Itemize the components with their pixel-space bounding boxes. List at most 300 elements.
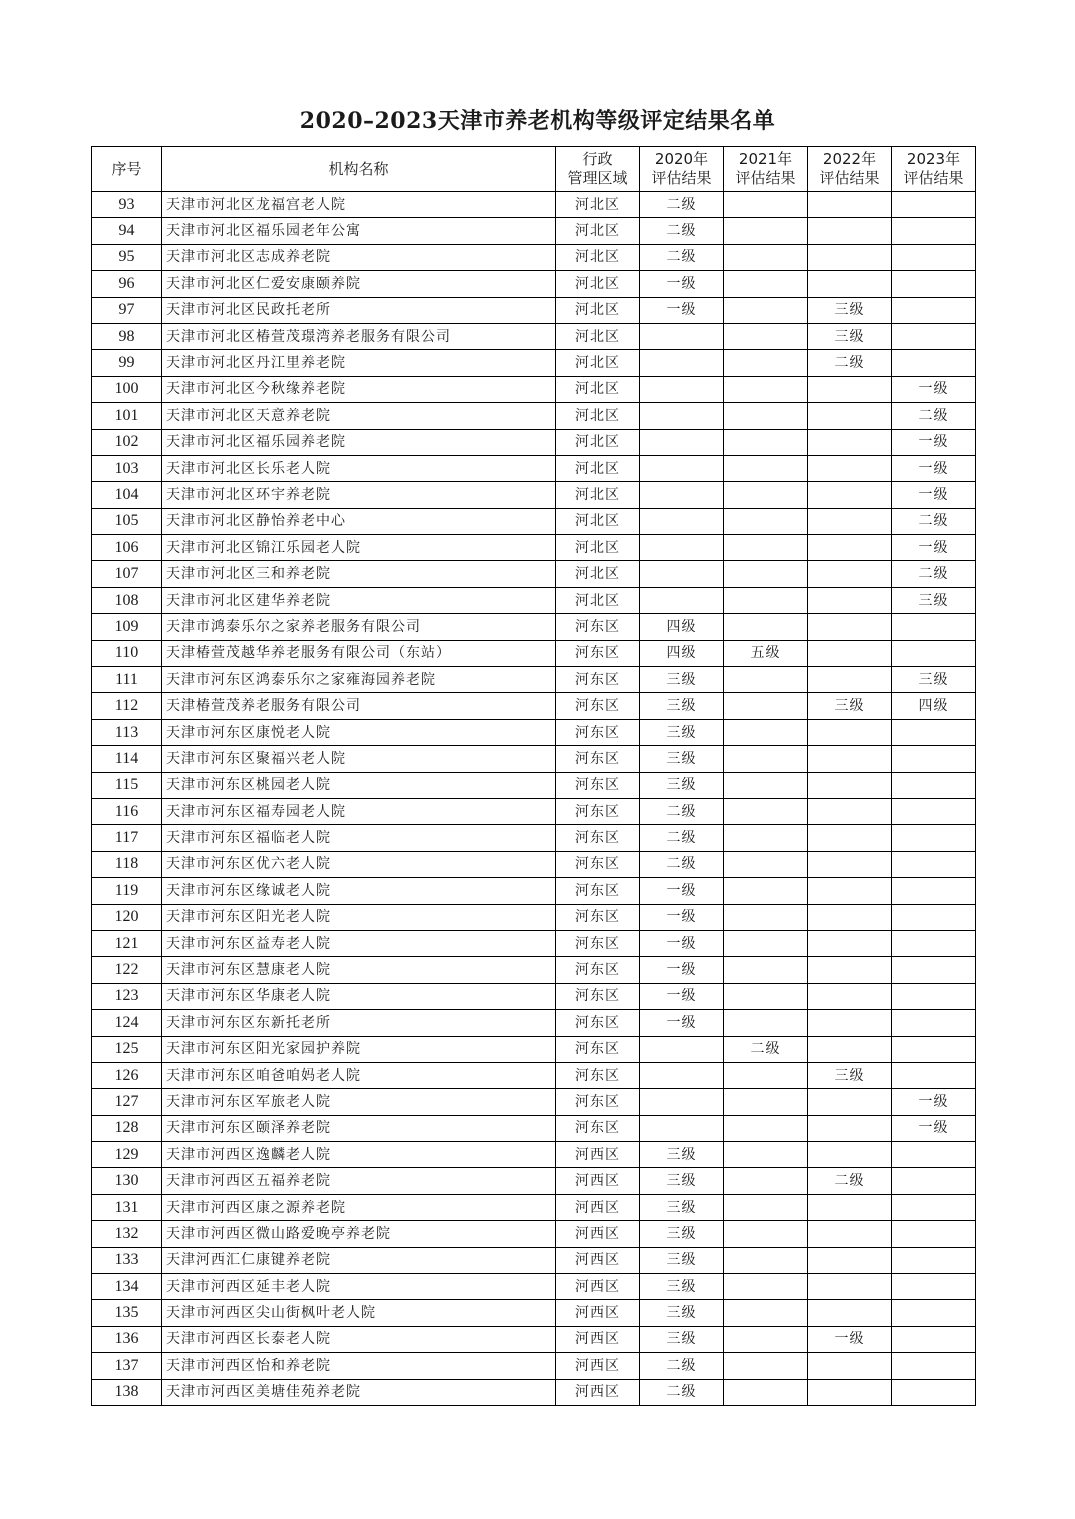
cell-seq: 124 [92,1010,162,1036]
cell-result-2023 [892,1247,976,1273]
cell-result-2020: 二级 [640,1379,724,1405]
cell-seq: 113 [92,719,162,745]
cell-result-2022 [808,218,892,244]
cell-result-2022 [808,535,892,561]
cell-result-2023 [892,350,976,376]
cell-result-2021 [724,508,808,534]
cell-result-2022 [808,429,892,455]
cell-result-2020: 一级 [640,297,724,323]
cell-seq: 123 [92,983,162,1009]
cell-district: 河北区 [556,271,640,297]
cell-result-2022 [808,455,892,481]
cell-institution-name: 天津市河西区尖山街枫叶老人院 [162,1300,556,1326]
cell-result-2022 [808,772,892,798]
cell-institution-name: 天津市河东区咱爸咱妈老人院 [162,1062,556,1088]
cell-district: 河东区 [556,851,640,877]
table-body [92,192,976,1406]
cell-result-2023 [892,192,976,218]
cell-result-2021 [724,614,808,640]
cell-seq: 133 [92,1247,162,1273]
cell-seq: 137 [92,1353,162,1379]
cell-institution-name: 天津市河北区今秋缘养老院 [162,376,556,402]
table-row [92,1010,976,1036]
cell-result-2020: 二级 [640,218,724,244]
cell-result-2023 [892,1142,976,1168]
cell-seq: 96 [92,271,162,297]
cell-seq: 117 [92,825,162,851]
cell-institution-name: 天津市河东区桃园老人院 [162,772,556,798]
header-2021 [724,147,808,192]
cell-district: 河东区 [556,640,640,666]
cell-result-2022 [808,667,892,693]
cell-result-2022 [808,1300,892,1326]
table-row [92,930,976,956]
cell-institution-name: 天津市河东区益寿老人院 [162,930,556,956]
cell-result-2022: 一级 [808,1326,892,1352]
cell-result-2021 [724,429,808,455]
table-row [92,878,976,904]
cell-result-2023: 一级 [892,535,976,561]
cell-result-2020: 三级 [640,693,724,719]
table-row [92,455,976,481]
cell-institution-name: 天津市河北区椿萱茂璟湾养老服务有限公司 [162,323,556,349]
cell-seq: 95 [92,244,162,270]
cell-result-2023 [892,614,976,640]
table-row [92,772,976,798]
cell-result-2021 [724,455,808,481]
cell-result-2021 [724,983,808,1009]
table-row [92,508,976,534]
cell-district: 河东区 [556,930,640,956]
cell-institution-name: 天津市河西区康之源养老院 [162,1194,556,1220]
cell-result-2023 [892,798,976,824]
cell-institution-name: 天津市河北区丹江里养老院 [162,350,556,376]
cell-result-2021 [724,1142,808,1168]
cell-result-2023 [892,930,976,956]
cell-seq: 135 [92,1300,162,1326]
cell-result-2022 [808,1115,892,1141]
cell-institution-name: 天津市河东区康悦老人院 [162,719,556,745]
cell-result-2020 [640,587,724,613]
cell-result-2022 [808,1194,892,1220]
table-row [92,1062,976,1088]
cell-result-2021 [724,244,808,270]
cell-institution-name: 天津市河北区静怡养老中心 [162,508,556,534]
cell-district: 河东区 [556,1036,640,1062]
table-row [92,376,976,402]
cell-institution-name: 天津市河西区怡和养老院 [162,1353,556,1379]
cell-district: 河东区 [556,904,640,930]
cell-result-2023 [892,878,976,904]
header-district-line1: 行政 [582,150,613,168]
header-row [92,147,976,192]
cell-seq: 100 [92,376,162,402]
cell-result-2022 [808,851,892,877]
table-row [92,587,976,613]
cell-district: 河东区 [556,693,640,719]
cell-seq: 118 [92,851,162,877]
header-2021-year: 2021年 [738,150,793,168]
cell-result-2021 [724,1010,808,1036]
cell-district: 河北区 [556,297,640,323]
cell-result-2023 [892,1194,976,1220]
cell-result-2021 [724,798,808,824]
cell-result-2023: 二级 [892,561,976,587]
cell-result-2023: 二级 [892,403,976,429]
cell-institution-name: 天津市河北区天意养老院 [162,403,556,429]
cell-result-2021: 二级 [724,1036,808,1062]
cell-result-2022 [808,1142,892,1168]
cell-district: 河北区 [556,323,640,349]
header-2022 [808,147,892,192]
cell-result-2021 [724,772,808,798]
cell-seq: 107 [92,561,162,587]
cell-result-2020: 二级 [640,851,724,877]
cell-result-2020: 一级 [640,878,724,904]
cell-result-2022 [808,561,892,587]
cell-result-2020 [640,1036,724,1062]
table-row [92,667,976,693]
table-row [92,1300,976,1326]
cell-result-2022 [808,1089,892,1115]
cell-result-2023: 一级 [892,376,976,402]
header-2022-year: 2022年 [822,150,877,168]
cell-result-2023 [892,1274,976,1300]
header-2020-label: 评估结果 [651,169,712,187]
cell-result-2023 [892,1379,976,1405]
cell-seq: 120 [92,904,162,930]
header-district-line2: 管理区域 [567,169,628,187]
cell-result-2020: 三级 [640,1300,724,1326]
cell-district: 河西区 [556,1300,640,1326]
table-row [92,1168,976,1194]
cell-result-2021 [724,1115,808,1141]
cell-result-2023 [892,244,976,270]
cell-result-2021 [724,1221,808,1247]
cell-result-2021 [724,719,808,745]
cell-result-2022 [808,640,892,666]
cell-result-2022 [808,719,892,745]
cell-result-2020 [640,1115,724,1141]
cell-result-2021: 五级 [724,640,808,666]
cell-result-2021 [724,1379,808,1405]
cell-result-2020 [640,403,724,429]
cell-result-2022: 三级 [808,693,892,719]
header-name: 机构名称 [162,147,556,192]
cell-result-2022 [808,930,892,956]
cell-result-2023 [892,271,976,297]
cell-result-2022 [808,1036,892,1062]
cell-result-2022: 三级 [808,323,892,349]
table-row [92,614,976,640]
cell-district: 河东区 [556,667,640,693]
cell-institution-name: 天津市河西区微山路爱晚亭养老院 [162,1221,556,1247]
cell-result-2023: 四级 [892,693,976,719]
cell-result-2021 [724,930,808,956]
cell-seq: 114 [92,746,162,772]
cell-result-2020 [640,429,724,455]
cell-result-2020 [640,350,724,376]
cell-result-2021 [724,482,808,508]
cell-result-2023: 三级 [892,667,976,693]
table-row [92,746,976,772]
table-row [92,1115,976,1141]
cell-result-2021 [724,218,808,244]
cell-seq: 97 [92,297,162,323]
cell-seq: 115 [92,772,162,798]
cell-seq: 138 [92,1379,162,1405]
cell-district: 河北区 [556,561,640,587]
cell-district: 河北区 [556,587,640,613]
cell-result-2021 [724,851,808,877]
header-2020 [640,147,724,192]
cell-result-2022 [808,746,892,772]
cell-institution-name: 天津市河西区美塘佳苑养老院 [162,1379,556,1405]
header-2022-label: 评估结果 [819,169,880,187]
cell-district: 河北区 [556,244,640,270]
cell-result-2020: 三级 [640,1326,724,1352]
cell-result-2020: 三级 [640,1142,724,1168]
cell-result-2021 [724,587,808,613]
cell-result-2020: 三级 [640,1168,724,1194]
cell-district: 河东区 [556,1115,640,1141]
cell-result-2022 [808,825,892,851]
cell-result-2022 [808,614,892,640]
cell-institution-name: 天津市河东区东新托老所 [162,1010,556,1036]
cell-institution-name: 天津市河东区福寿园老人院 [162,798,556,824]
cell-district: 河北区 [556,192,640,218]
cell-seq: 108 [92,587,162,613]
cell-district: 河北区 [556,455,640,481]
cell-institution-name: 天津椿萱茂越华养老服务有限公司（东站） [162,640,556,666]
cell-result-2021 [724,957,808,983]
table-row [92,271,976,297]
cell-institution-name: 天津市河北区福乐园养老院 [162,429,556,455]
cell-result-2021 [724,1062,808,1088]
cell-district: 河东区 [556,825,640,851]
cell-institution-name: 天津市鸿泰乐尔之家养老服务有限公司 [162,614,556,640]
cell-district: 河西区 [556,1221,640,1247]
cell-result-2023 [892,983,976,1009]
cell-result-2021 [724,1326,808,1352]
cell-district: 河北区 [556,508,640,534]
cell-result-2020: 三级 [640,667,724,693]
cell-result-2020 [640,323,724,349]
cell-seq: 129 [92,1142,162,1168]
cell-result-2020: 四级 [640,614,724,640]
table-row [92,719,976,745]
cell-result-2023 [892,904,976,930]
cell-result-2020: 二级 [640,825,724,851]
cell-institution-name: 天津河西汇仁康键养老院 [162,1247,556,1273]
cell-result-2021 [724,1353,808,1379]
cell-seq: 116 [92,798,162,824]
cell-result-2020: 四级 [640,640,724,666]
cell-result-2022 [808,904,892,930]
cell-seq: 111 [92,667,162,693]
cell-result-2021 [724,350,808,376]
cell-seq: 94 [92,218,162,244]
cell-result-2020: 一级 [640,930,724,956]
cell-district: 河东区 [556,983,640,1009]
document-title: 2020–2023天津市养老机构等级评定结果名单 [299,108,776,134]
cell-result-2023 [892,825,976,851]
cell-result-2020: 三级 [640,772,724,798]
cell-result-2023 [892,746,976,772]
cell-district: 河北区 [556,376,640,402]
cell-institution-name: 天津市河东区聚福兴老人院 [162,746,556,772]
cell-result-2023 [892,1062,976,1088]
table-row [92,825,976,851]
cell-district: 河西区 [556,1326,640,1352]
table-row [92,1247,976,1273]
cell-seq: 112 [92,693,162,719]
header-2023 [892,147,976,192]
cell-district: 河东区 [556,746,640,772]
table-row [92,983,976,1009]
cell-result-2023: 一级 [892,1089,976,1115]
cell-seq: 104 [92,482,162,508]
cell-institution-name: 天津市河西区五福养老院 [162,1168,556,1194]
cell-seq: 98 [92,323,162,349]
cell-result-2023 [892,1036,976,1062]
cell-result-2021 [724,323,808,349]
cell-result-2021 [724,271,808,297]
cell-institution-name: 天津市河北区建华养老院 [162,587,556,613]
rating-results-table [91,146,976,1406]
cell-result-2022: 三级 [808,1062,892,1088]
cell-result-2023: 一级 [892,429,976,455]
cell-result-2021 [724,1089,808,1115]
cell-result-2021 [724,693,808,719]
header-2021-label: 评估结果 [735,169,796,187]
cell-result-2021 [724,904,808,930]
cell-seq: 127 [92,1089,162,1115]
cell-result-2020: 一级 [640,904,724,930]
cell-seq: 136 [92,1326,162,1352]
cell-seq: 132 [92,1221,162,1247]
cell-seq: 122 [92,957,162,983]
cell-result-2020 [640,535,724,561]
cell-result-2023 [892,957,976,983]
header-seq: 序号 [92,147,162,192]
table-row [92,1194,976,1220]
cell-district: 河西区 [556,1142,640,1168]
cell-result-2022 [808,1247,892,1273]
cell-district: 河北区 [556,429,640,455]
cell-district: 河北区 [556,535,640,561]
cell-result-2023: 一级 [892,482,976,508]
cell-district: 河东区 [556,798,640,824]
cell-result-2023: 一级 [892,1115,976,1141]
cell-institution-name: 天津市河北区福乐园老年公寓 [162,218,556,244]
header-2023-year: 2023年 [906,150,961,168]
cell-seq: 110 [92,640,162,666]
cell-seq: 103 [92,455,162,481]
cell-district: 河西区 [556,1274,640,1300]
cell-result-2022 [808,1274,892,1300]
cell-seq: 105 [92,508,162,534]
table-row [92,904,976,930]
cell-district: 河东区 [556,1089,640,1115]
cell-seq: 102 [92,429,162,455]
cell-district: 河北区 [556,350,640,376]
cell-seq: 121 [92,930,162,956]
table-row [92,192,976,218]
cell-result-2020: 二级 [640,192,724,218]
cell-institution-name: 天津市河西区延丰老人院 [162,1274,556,1300]
table-row [92,798,976,824]
cell-result-2021 [724,667,808,693]
cell-result-2022 [808,1010,892,1036]
cell-district: 河西区 [556,1379,640,1405]
cell-seq: 134 [92,1274,162,1300]
cell-district: 河北区 [556,482,640,508]
cell-result-2020: 三级 [640,746,724,772]
cell-result-2021 [724,1300,808,1326]
cell-result-2020 [640,376,724,402]
cell-result-2021 [724,376,808,402]
cell-result-2022 [808,1379,892,1405]
cell-result-2020 [640,1089,724,1115]
cell-result-2023 [892,1353,976,1379]
cell-result-2020 [640,482,724,508]
cell-institution-name: 天津市河北区龙福宫老人院 [162,192,556,218]
cell-institution-name: 天津市河东区鸿泰乐尔之家雍海园养老院 [162,667,556,693]
table-row [92,403,976,429]
table-row [92,561,976,587]
header-2020-year: 2020年 [654,150,709,168]
cell-institution-name: 天津市河北区长乐老人院 [162,455,556,481]
cell-result-2021 [724,746,808,772]
cell-result-2020: 三级 [640,1221,724,1247]
table-row [92,535,976,561]
cell-result-2020: 一级 [640,271,724,297]
table-row [92,1221,976,1247]
cell-result-2023 [892,218,976,244]
cell-seq: 106 [92,535,162,561]
table-row [92,1142,976,1168]
cell-district: 河西区 [556,1247,640,1273]
cell-result-2020: 三级 [640,1194,724,1220]
cell-institution-name: 天津市河东区福临老人院 [162,825,556,851]
table-row [92,957,976,983]
cell-institution-name: 天津椿萱茂养老服务有限公司 [162,693,556,719]
cell-district: 河东区 [556,772,640,798]
cell-result-2023 [892,1300,976,1326]
cell-result-2022 [808,983,892,1009]
cell-result-2020: 二级 [640,1353,724,1379]
cell-district: 河北区 [556,218,640,244]
cell-result-2020: 二级 [640,244,724,270]
table-row [92,297,976,323]
cell-result-2020 [640,455,724,481]
cell-institution-name: 天津市河东区阳光老人院 [162,904,556,930]
cell-result-2021 [724,535,808,561]
cell-result-2022 [808,1221,892,1247]
cell-result-2021 [724,192,808,218]
cell-seq: 125 [92,1036,162,1062]
cell-institution-name: 天津市河东区缘诚老人院 [162,878,556,904]
cell-district: 河东区 [556,878,640,904]
cell-result-2022 [808,878,892,904]
cell-result-2020 [640,508,724,534]
table-row [92,244,976,270]
header-district [556,147,640,192]
cell-seq: 128 [92,1115,162,1141]
cell-institution-name: 天津市河西区逸麟老人院 [162,1142,556,1168]
cell-result-2021 [724,878,808,904]
